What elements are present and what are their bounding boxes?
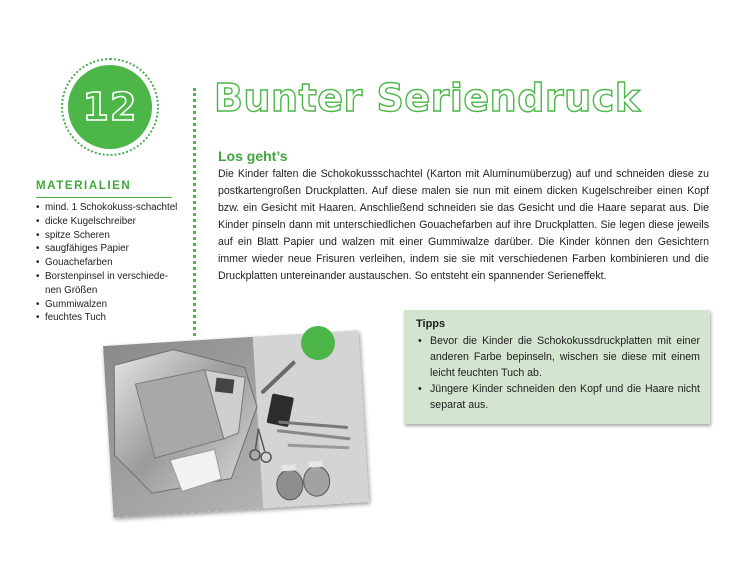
materials-item: • Gummiwalzen: [36, 298, 181, 312]
materials-item: • saugfähiges Papier: [36, 242, 181, 256]
materials-underline: [36, 197, 172, 198]
materials-heading: MATERIALIEN: [36, 180, 132, 192]
materials-item: • spitze Scheren: [36, 229, 181, 243]
tips-heading: Tipps: [416, 318, 446, 330]
materials-item: • dicke Kugelschreiber: [36, 215, 181, 229]
materials-item: • Borstenpinsel in verschiede-nen Größen: [36, 270, 181, 298]
materials-item: • Gouachefarben: [36, 256, 181, 270]
materials-item: • feuchtes Tuch: [36, 311, 181, 325]
green-dot-decoration: [301, 326, 335, 360]
dotted-divider: [193, 88, 196, 336]
tips-box: [404, 310, 710, 424]
chapter-number: 12: [82, 85, 138, 129]
materials-item: • mind. 1 Schokokuss-schachtel: [36, 201, 181, 215]
tips-item: • Jüngere Kinder schneiden den Kopf und die Haare nicht separat aus.: [416, 381, 700, 413]
section-heading: Los geht’s: [218, 148, 288, 164]
materials-list: [36, 201, 181, 325]
tips-item: • Bevor die Kinder die Schokokussdruckplatten mit einer anderen Farbe bepinseln, wischen sie diese mit einem leicht feuchten Tuch ab.: [416, 333, 700, 381]
page-title: Bunter Seriendruck: [214, 76, 641, 120]
tips-list: [416, 333, 700, 413]
chapter-number-badge: [68, 65, 152, 149]
instructions-paragraph: Die Kinder falten die Schokokussschachtel (Karton mit Aluminumüberzug) auf und schneiden diese zu postkartengroßen Druckplatten. Auf diese malen sie nun mit einem dicken Kugelschreiber einen Kopf bzw. ein Gesicht mit Haaren. Anschließend schneiden sie das Gesicht und die Haare separat aus. Die Kinder pinseln dann mit unterschiedlichen Gouachefarben auf ihre Druckplatten. Sie legen diese jeweils auf ein Blatt Papier und walzen mit einer Gummiwalze darüber. Die Kinder können den Gesichtern immer wieder neue Frisuren verleihen, indem sie sie mit verschiedenen Farben kombinieren und die Druckplatten untereinander austauschen. So entsteht ein spannender Serieneffekt.: [218, 168, 709, 282]
materials-photo: [103, 330, 369, 517]
materials-photo-illustration: [103, 330, 369, 517]
